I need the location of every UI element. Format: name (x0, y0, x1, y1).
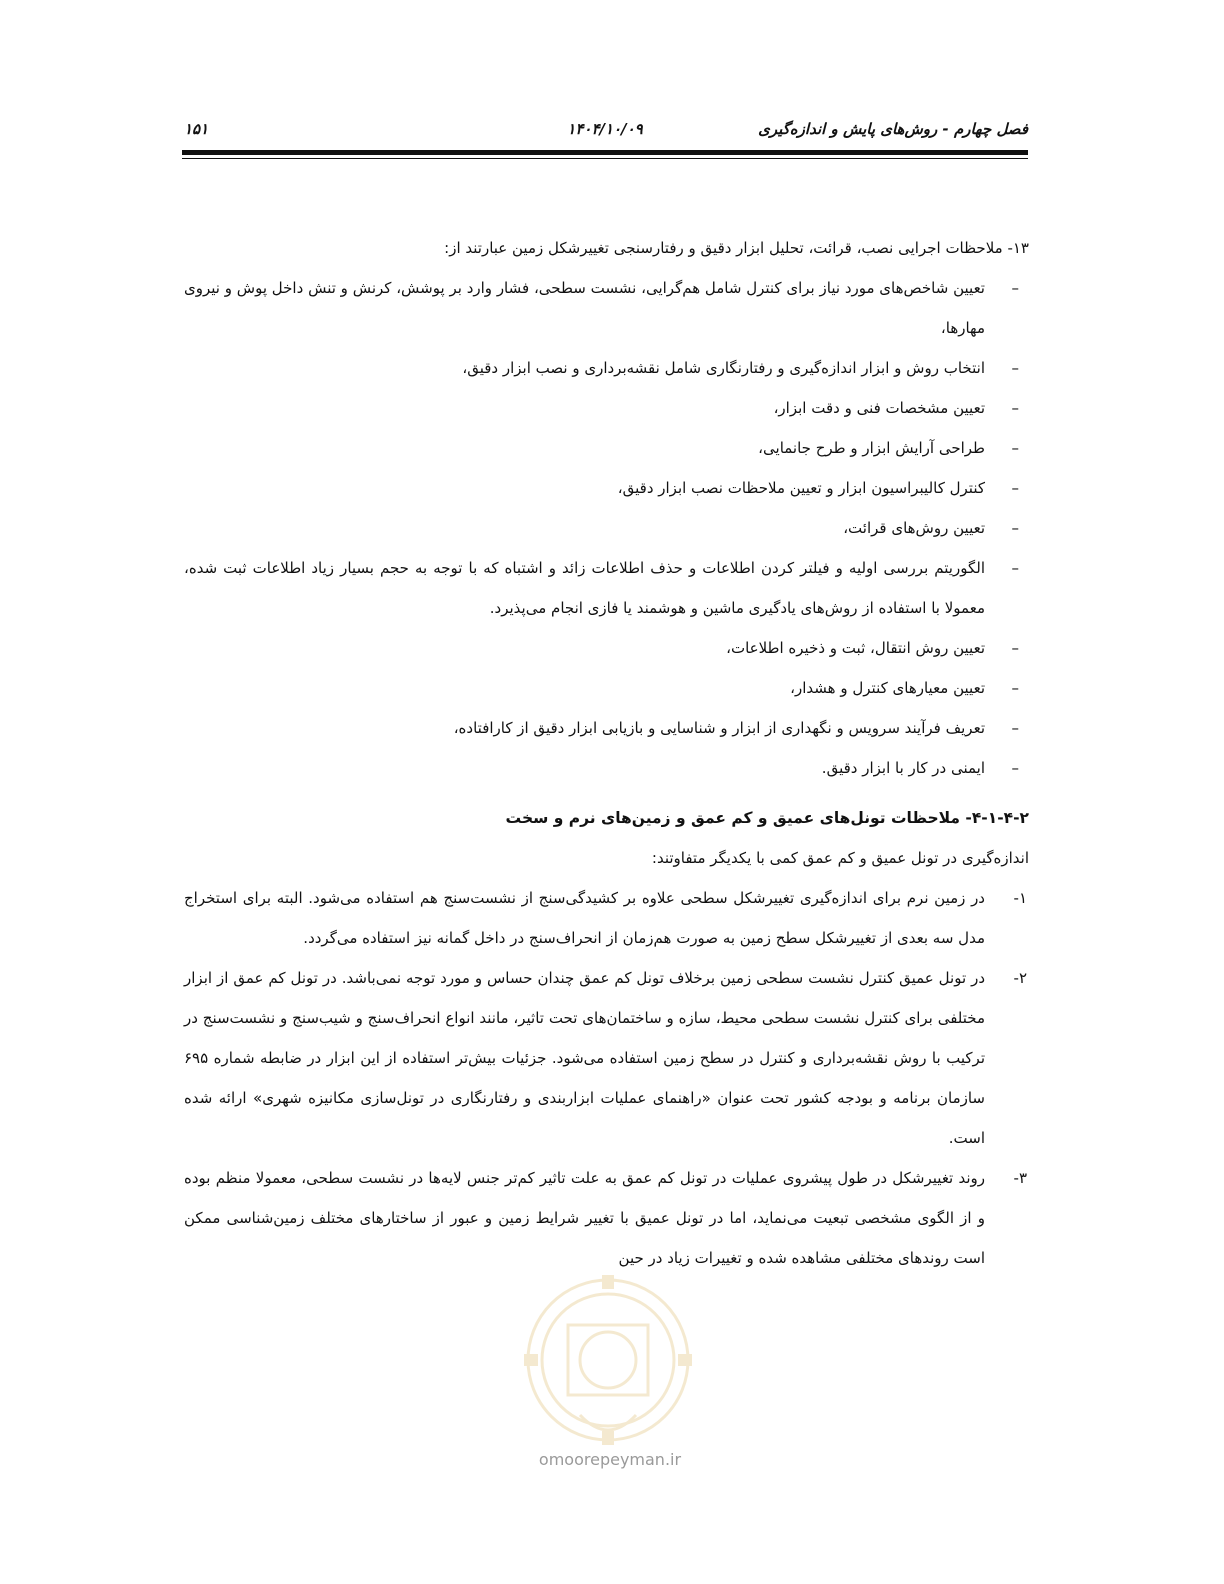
list-item-text: تعیین روش‌های قرائت، (843, 519, 985, 537)
list-item (184, 748, 1029, 788)
list-item (184, 428, 1029, 468)
dash-marker: – (1011, 559, 1019, 577)
item-number: ۱- (1013, 889, 1027, 907)
intro-paragraph: ۱۳- ملاحظات اجرایی نصب، قرائت، تحلیل ابزار دقیق و رفتارسنجی تغییرشکل زمین عبارتند از: (444, 239, 1029, 257)
numbered-item (184, 878, 1029, 958)
list-item-text: تعیین روش انتقال، ثبت و ذخیره اطلاعات، (726, 639, 985, 657)
dash-marker: – (1011, 479, 1019, 497)
list-item-text: الگوریتم بررسی اولیه و فیلتر کردن اطلاعات و حذف اطلاعات زائد و اشتباه که با توجه به حجم بسیار زیاد اطلاعات ثبت شده، معمولا با استفاده از روش‌های یادگیری ماشین و هوشمند یا فازی انجام می‌پذیرد. (184, 559, 985, 617)
list-item (184, 668, 1029, 708)
list-item-text: کنترل کالیبراسیون ابزار و تعیین ملاحظات نصب ابزار دقیق، (617, 479, 985, 497)
numbered-item (184, 958, 1029, 1158)
dash-marker: – (1011, 439, 1019, 457)
list-item (184, 548, 1029, 628)
list-item (184, 468, 1029, 508)
section-lead: اندازه‌گیری در تونل عمیق و کم عمق کمی با یکدیگر متفاوتند: (651, 849, 1029, 867)
dash-marker: – (1011, 639, 1019, 657)
list-item-text: تعریف فرآیند سرویس و نگهداری از ابزار و شناسایی و بازیابی ابزار دقیق از کارافتاده، (453, 719, 985, 737)
list-item (184, 628, 1029, 668)
header-date: ۱۴۰۴/۱۰/۰۹ (567, 120, 643, 138)
requirements-list (184, 268, 1029, 788)
numbered-item-text: در زمین نرم برای اندازه‌گیری تغییرشکل سطحی علاوه بر کشیدگی‌سنج از نشست‌سنج هم استفاده می‌شود. البته برای استخراج مدل سه بعدی از تغییرشکل سطح زمین به صورت هم‌زمان از انحراف‌سنج در داخل گمانه نیز استفاده می‌گردد. (184, 889, 985, 947)
section-heading: ۴-۱-۴-۲- ملاحظات تونل‌های عمیق و کم عمق و زمین‌های نرم و سخت (505, 809, 1029, 827)
list-item-text: تعیین شاخص‌های مورد نیاز برای کنترل شامل هم‌گرایی، نشست سطحی، فشار وارد بر پوشش، کرنش و تنش داخل پوش و نیروی مهارها، (184, 279, 985, 337)
header-rule-thick (182, 150, 1028, 155)
chapter-title: فصل چهارم - روش‌های پایش و اندازه‌گیری (758, 120, 1028, 138)
list-item-text: تعیین مشخصات فنی و دقت ابزار، (773, 399, 985, 417)
list-item-text: تعیین معیارهای کنترل و هشدار، (790, 679, 985, 697)
list-item-text: ایمنی در کار با ابزار دقیق. (821, 759, 985, 777)
list-item (184, 708, 1029, 748)
numbered-list (184, 878, 1029, 1278)
page-header (182, 118, 1028, 146)
item-number: ۲- (1013, 969, 1027, 987)
watermark-seal (508, 1265, 708, 1515)
dash-marker: – (1011, 519, 1019, 537)
dash-marker: – (1011, 399, 1019, 417)
list-item (184, 268, 1029, 348)
numbered-item-text: در تونل عمیق کنترل نشست سطحی زمین برخلاف تونل کم عمق چندان حساس و مورد توجه نمی‌باشد. در تونل کم عمق از ابزار مختلفی برای کنترل نشست سطحی محیط، سازه و ساختمان‌های تحت تاثیر، مانند انواع انحراف‌سنج و شیب‌سنج و نشست‌سنج در ترکیب با روش نقشه‌برداری و کنترل در سطح زمین استفاده می‌شود. جزئیات بیش‌تر استفاده از این ابزار در ضابطه شماره ۶۹۵ سازمان برنامه و بودجه کشور تحت عنوان «راهنمای عملیات ابزاربندی و رفتارنگاری در تونل‌سازی مکانیزه شهری» ارائه شده است. (184, 969, 985, 1147)
numbered-item-text: روند تغییرشکل در طول پیشروی عملیات در تونل کم عمق به علت تاثیر کم‌تر جنس لایه‌ها در نشست سطحی، معمولا منظم بوده و از الگوی مشخصی تبعیت می‌نماید، اما در تونل عمیق با تغییر شرایط زمین و عبور از ساختارهای مختلف زمین‌شناسی ممکن است روندهای مختلفی مشاهده شده و تغییرات زیاد در حین (184, 1169, 985, 1267)
list-item-text: طراحی آرایش ابزار و طرح جانمایی، (758, 439, 985, 457)
header-rule-thin (182, 158, 1028, 159)
dash-marker: – (1011, 679, 1019, 697)
item-number: ۳- (1013, 1169, 1027, 1187)
list-item-text: انتخاب روش و ابزار اندازه‌گیری و رفتارنگاری شامل نقشه‌برداری و نصب ابزار دقیق، (462, 359, 985, 377)
page-body (184, 228, 1029, 1278)
numbered-item (184, 1158, 1029, 1278)
list-item (184, 508, 1029, 548)
dash-marker: – (1011, 719, 1019, 737)
list-item (184, 388, 1029, 428)
dash-marker: – (1011, 279, 1019, 297)
dash-marker: – (1011, 759, 1019, 777)
dash-marker: – (1011, 359, 1019, 377)
page-number: ۱۵۱ (184, 120, 209, 138)
watermark-url: omoorepeyman.ir (538, 1450, 682, 1469)
list-item (184, 348, 1029, 388)
